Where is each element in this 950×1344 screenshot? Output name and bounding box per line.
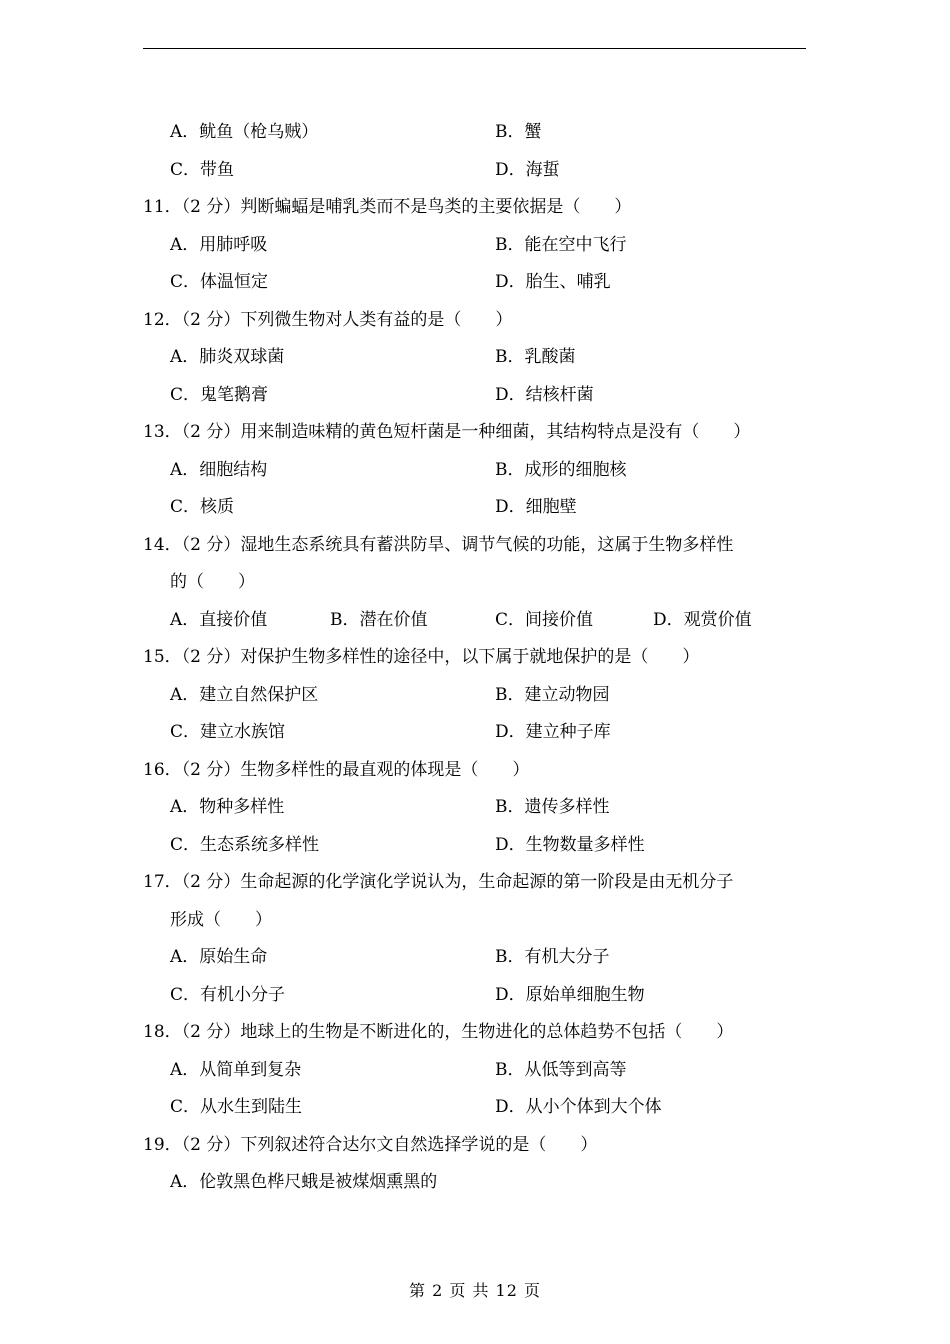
question-list	[143, 114, 806, 1202]
option-d[interactable]: D．从小个体到大个体	[495, 1097, 662, 1117]
option-b[interactable]: B．有机大分子	[495, 947, 610, 967]
option-d[interactable]: D．生物数量多样性	[495, 834, 645, 855]
option-c[interactable]: C．间接价值	[495, 609, 594, 630]
option-row	[143, 1089, 806, 1127]
question-stem: 13．（2 分）用来制造味精的黄色短杆菌是一种细菌，其结构特点是没有（ ）	[143, 422, 751, 442]
question-stem: 17．（2 分）生命起源的化学演化学说认为，生命起源的第一阶段是由无机分子	[143, 872, 734, 892]
option-row	[143, 114, 806, 152]
page-footer: 第 2 页 共 12 页	[409, 1281, 541, 1300]
option-c[interactable]: C．核质	[170, 497, 235, 517]
question-stem: 12．（2 分）下列微生物对人类有益的是（ ）	[143, 309, 513, 330]
option-a[interactable]: A．用肺呼吸	[170, 234, 268, 255]
option-b[interactable]: B．遗传多样性	[495, 797, 610, 817]
option-row	[143, 677, 806, 715]
option-row	[143, 939, 806, 977]
option-row	[143, 602, 806, 640]
option-a[interactable]: A．原始生命	[170, 947, 268, 967]
option-row	[143, 489, 806, 527]
header-rule	[143, 48, 806, 49]
question-stem-continued: 形成（ ）	[170, 909, 272, 930]
option-a[interactable]: A．直接价值	[170, 609, 268, 630]
option-row	[143, 714, 806, 752]
question-stem: 16．（2 分）生物多样性的最直观的体现是（ ）	[143, 759, 530, 780]
option-c[interactable]: C．从水生到陆生	[170, 1097, 303, 1117]
option-row	[143, 227, 806, 265]
option-a[interactable]: A．细胞结构	[170, 459, 268, 480]
option-a[interactable]: A．从简单到复杂	[170, 1059, 302, 1080]
option-d[interactable]: D．胎生、哺乳	[495, 272, 611, 292]
option-a[interactable]: A．肺炎双球菌	[170, 347, 285, 367]
option-row	[143, 1164, 806, 1202]
option-a[interactable]: A．建立自然保护区	[170, 684, 319, 705]
option-row	[143, 827, 806, 865]
option-c[interactable]: C．鬼笔鹅膏	[170, 384, 269, 405]
question-stem: 19．（2 分）下列叙述符合达尔文自然选择学说的是（ ）	[143, 1134, 598, 1155]
option-c[interactable]: C．带鱼	[170, 159, 235, 180]
option-b[interactable]: B．蟹	[495, 122, 542, 142]
question-stem: 11．（2 分）判断蝙蝠是哺乳类而不是鸟类的主要依据是（ ）	[143, 197, 632, 217]
option-b[interactable]: B．潜在价值	[330, 609, 428, 630]
option-row	[143, 264, 806, 302]
option-b[interactable]: B．能在空中飞行	[495, 234, 627, 255]
option-row	[143, 789, 806, 827]
question-stem: 18．（2 分）地球上的生物是不断进化的，生物进化的总体趋势不包括（ ）	[143, 1022, 734, 1042]
option-b[interactable]: B．乳酸菌	[495, 347, 576, 367]
option-row	[143, 452, 806, 490]
question-stem: 14．（2 分）湿地生态系统具有蓄洪防旱、调节气候的功能，这属于生物多样性	[143, 534, 734, 555]
option-a[interactable]: A．鱿鱼（枪乌贼）	[170, 122, 319, 142]
option-c[interactable]: C．有机小分子	[170, 984, 286, 1005]
option-b[interactable]: B．从低等到高等	[495, 1059, 627, 1080]
option-d[interactable]: D．观赏价值	[653, 609, 752, 630]
option-a[interactable]: A．伦敦黑色桦尺蛾是被煤烟熏黑的	[170, 1172, 438, 1192]
option-row	[143, 977, 806, 1015]
option-d[interactable]: D．原始单细胞生物	[495, 984, 645, 1005]
question-stem: 15．（2 分）对保护生物多样性的途径中，以下属于就地保护的是（ ）	[143, 647, 700, 667]
option-row	[143, 377, 806, 415]
option-b[interactable]: B．成形的细胞核	[495, 459, 627, 480]
option-c[interactable]: C．建立水族馆	[170, 722, 286, 742]
option-d[interactable]: D．结核杆菌	[495, 384, 594, 405]
question-stem-continued: 的（ ）	[170, 572, 255, 592]
option-row	[143, 1052, 806, 1090]
option-d[interactable]: D．细胞壁	[495, 497, 577, 517]
option-a[interactable]: A．物种多样性	[170, 797, 285, 817]
option-c[interactable]: C．生态系统多样性	[170, 834, 320, 855]
option-d[interactable]: D．海蜇	[495, 159, 560, 180]
option-row	[143, 339, 806, 377]
option-row	[143, 152, 806, 190]
option-b[interactable]: B．建立动物园	[495, 684, 610, 705]
option-c[interactable]: C．体温恒定	[170, 272, 269, 292]
option-d[interactable]: D．建立种子库	[495, 722, 611, 742]
